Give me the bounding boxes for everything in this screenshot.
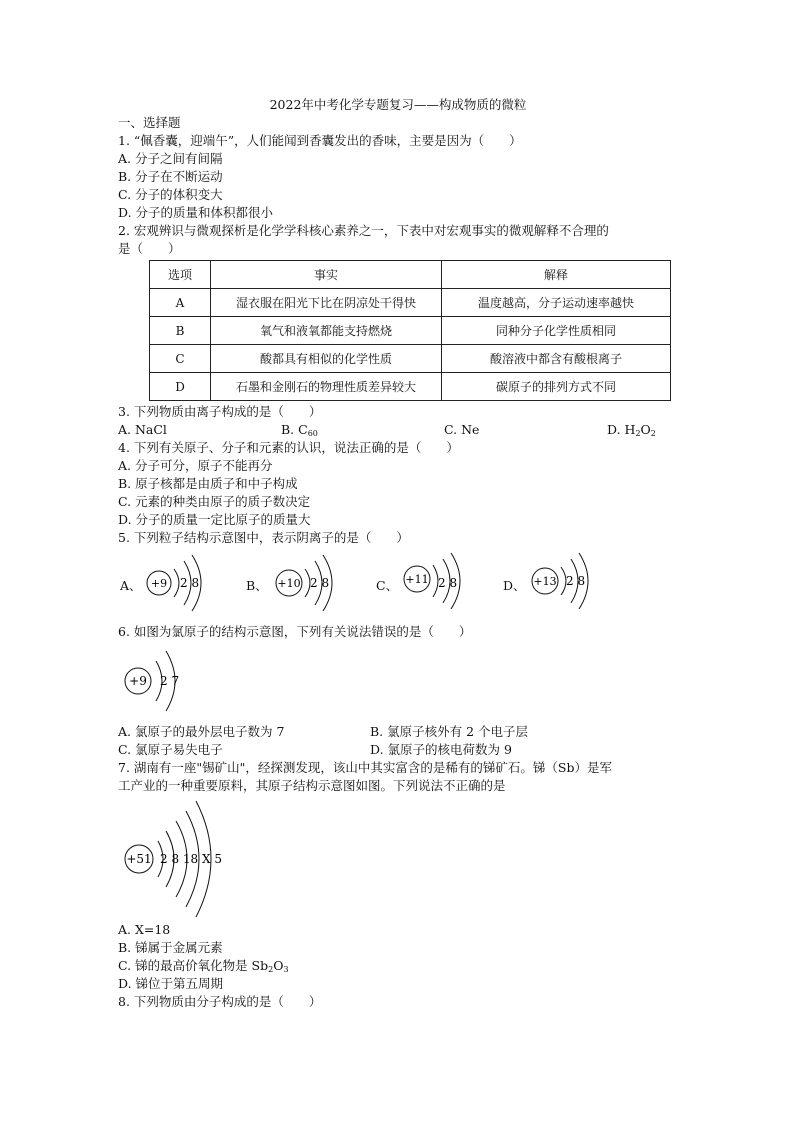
- option-b: B. 分子在不断运动: [118, 169, 223, 184]
- subscript: 2: [268, 965, 274, 974]
- answer-table: [149, 260, 671, 401]
- diagram-area: [118, 795, 678, 921]
- table-header: 事实: [211, 261, 442, 289]
- nucleus-charge: +9: [150, 577, 168, 590]
- option-d-text: O: [640, 422, 651, 437]
- table-header: 解释: [442, 261, 671, 289]
- option-a: A. NaCl: [118, 422, 167, 437]
- question-stem: 3. 下列物质由离子构成的是（ ）: [118, 404, 322, 419]
- table-cell: A: [150, 289, 211, 317]
- table-row: [150, 373, 671, 401]
- question-2: [118, 222, 678, 401]
- electron-counts: 2 8 18 X 5: [160, 852, 222, 866]
- question-stem: 1. “佩香囊，迎端午”，人们能闻到香囊发出的香味，主要是因为（ ）: [118, 133, 522, 148]
- atom-structure-diagram: [272, 551, 362, 615]
- option-a: A. X=18: [118, 922, 171, 937]
- option-c: C. 氯原子易失电子: [118, 742, 223, 757]
- question-4: [118, 439, 678, 529]
- table-cell: D: [150, 373, 211, 401]
- table-cell: 酸都具有相似的化学性质: [211, 345, 442, 373]
- nucleus-charge: +51: [126, 852, 152, 866]
- nucleus-charge: +10: [277, 577, 301, 590]
- electron-counts: 2 8: [566, 574, 586, 588]
- atom-structure-diagram: [528, 551, 618, 615]
- option-c: C. 元素的种类由原子的质子数决定: [118, 494, 311, 509]
- document-title: 2022年中考化学专题复习——构成物质的微粒: [269, 97, 527, 112]
- option-d: [607, 421, 656, 439]
- question-1: [118, 132, 678, 222]
- question-stem-cont: 是（ ）: [118, 241, 181, 256]
- option-d: D. 氯原子的核电荷数为 9: [370, 742, 512, 757]
- option-a: A. 分子之间有间隔: [118, 151, 223, 166]
- document-page: [118, 96, 678, 1011]
- option-b: B. 原子核都是由质子和中子构成: [118, 476, 298, 491]
- option-b-text: B. C: [281, 422, 308, 437]
- atom-structure-diagram: [400, 551, 490, 615]
- nucleus-charge: +13: [533, 575, 557, 588]
- electron-counts: 2 7: [160, 674, 180, 688]
- question-stem: 4. 下列有关原子、分子和元素的认识，说法正确的是（ ）: [118, 440, 459, 455]
- table-cell: C: [150, 345, 211, 373]
- table-header-row: [150, 261, 671, 289]
- table-cell: 氧气和液氧都能支持燃烧: [211, 317, 442, 345]
- table-cell: 温度越高，分子运动速率越快: [442, 289, 671, 317]
- options-row: [118, 723, 678, 741]
- question-stem: 7. 湖南有一座"锡矿山"，经探测发现，该山中其实富含的是稀有的锑矿石。锑（Sb）是军: [118, 760, 612, 775]
- subscript: 3: [283, 965, 289, 974]
- option-b: [281, 421, 444, 439]
- question-5: [118, 529, 678, 613]
- option-d-text: D. H: [607, 422, 636, 437]
- table-row: [150, 345, 671, 373]
- diagram-area: [118, 641, 678, 723]
- option-a: A. 分子可分，原子不能再分: [118, 458, 273, 473]
- question-stem-cont: 工产业的一种重要原料，其原子结构示意图如图。下列说法不正确的是: [118, 778, 506, 793]
- options-row: [118, 421, 678, 439]
- option-b: B. 氯原子核外有 2 个电子层: [370, 724, 529, 739]
- question-7: [118, 759, 678, 993]
- electron-counts: 2 8: [310, 576, 330, 590]
- table-cell: 碳原子的排列方式不同: [442, 373, 671, 401]
- table-row: [150, 289, 671, 317]
- options-row: [118, 741, 678, 759]
- option-c-text: C. 锑的最高价氧化物是 Sb: [118, 958, 269, 973]
- electron-shell: [174, 569, 179, 597]
- question-stem: 8. 下列物质由分子构成的是（ ）: [118, 994, 322, 1009]
- table-cell: 同种分子化学性质相同: [442, 317, 671, 345]
- question-stem: 6. 如图为氯原子的结构示意图，下列有关说法错误的是（ ）: [118, 624, 472, 639]
- table-cell: 酸溶液中都含有酸根离子: [442, 345, 671, 373]
- table-cell: B: [150, 317, 211, 345]
- question-6: [118, 623, 678, 759]
- atom-structure-diagram: [144, 551, 234, 615]
- subscript: 2: [635, 429, 641, 438]
- option-b-label: B、: [246, 578, 268, 593]
- option-d: D. 分子的质量一定比原子的质量大: [118, 512, 311, 527]
- table-cell: 湿衣服在阳光下比在阴凉处干得快: [211, 289, 442, 317]
- table-header: 选项: [150, 261, 211, 289]
- nucleus-charge: +11: [405, 573, 429, 586]
- option-d-label: D、: [503, 578, 526, 593]
- chlorine-atom-diagram: [122, 645, 212, 721]
- option-d: D. 分子的质量和体积都很小: [118, 205, 274, 220]
- question-8: [118, 993, 678, 1011]
- question-stem: 5. 下列粒子结构示意图中，表示阴离子的是（ ）: [118, 530, 409, 545]
- question-3: [118, 403, 678, 439]
- table-row: [150, 317, 671, 345]
- section-heading: 一、选择题: [118, 115, 181, 130]
- subscript: 2: [650, 429, 656, 438]
- option-d: D. 锑位于第五周期: [118, 976, 224, 991]
- option-c-text: O: [273, 958, 284, 973]
- subscript: 60: [307, 429, 318, 438]
- option-c: C. Ne: [444, 422, 480, 437]
- option-a: A. 氯原子的最外层电子数为 7: [118, 724, 285, 739]
- diagram-row: [118, 551, 678, 613]
- option-b: B. 锑属于金属元素: [118, 940, 223, 955]
- option-c: C. 分子的体积变大: [118, 187, 223, 202]
- option-c-label: C、: [376, 578, 399, 593]
- electron-counts: 2 8: [180, 576, 200, 590]
- nucleus-charge: +9: [129, 674, 147, 688]
- table-cell: 石墨和金刚石的物理性质差异较大: [211, 373, 442, 401]
- option-c: [118, 957, 678, 975]
- question-stem: 2. 宏观辨识与微观探析是化学学科核心素养之一，下表中对宏观事实的微观解释不合理的: [118, 223, 609, 238]
- option-a-label: A、: [120, 578, 142, 593]
- antimony-atom-diagram: [120, 799, 250, 919]
- electron-counts: 2 8: [438, 576, 458, 590]
